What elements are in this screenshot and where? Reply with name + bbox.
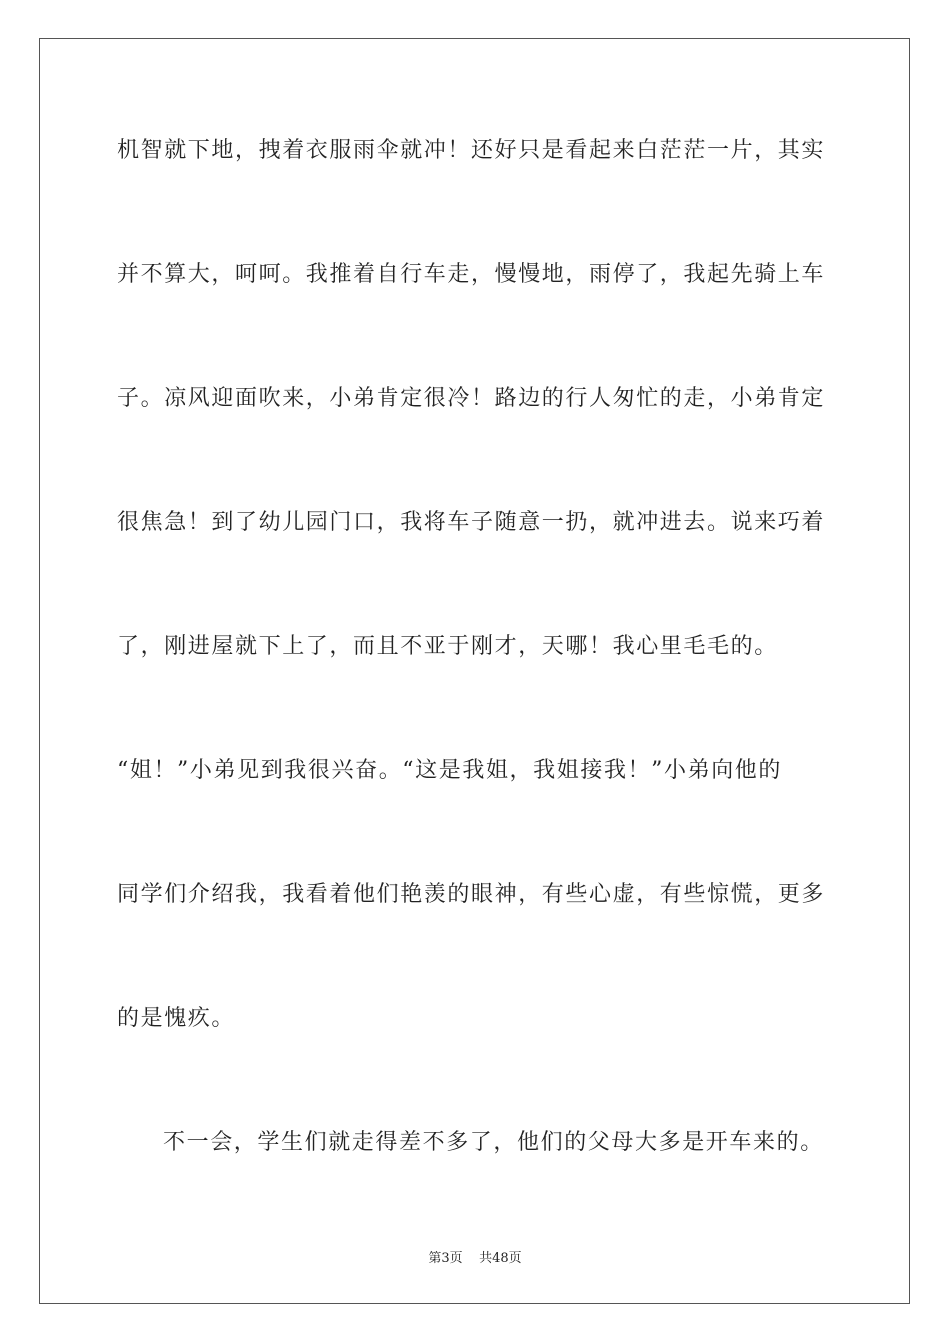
paragraph-line-7: 同学们介绍我，我看着他们艳羡的眼神，有些心虚，有些惊慌，更多 xyxy=(117,882,826,907)
paragraph-line-9: 不一会，学生们就走得差不多了，他们的父母大多是开车来的。 xyxy=(163,1130,824,1155)
paragraph-line-6: “姐！”小弟见到我很兴奋。“这是我姐，我姐接我！”小弟向他的 xyxy=(117,758,782,783)
paragraph-line-5: 了，刚进屋就下上了，而且不亚于刚才，天哪！我心里毛毛的。 xyxy=(117,634,778,659)
paragraph-line-4: 很焦急！到了幼儿园门口，我将车子随意一扔，就冲进去。说来巧着 xyxy=(117,510,826,535)
paragraph-line-3: 子。凉风迎面吹来，小弟肯定很冷！路边的行人匆忙的走，小弟肯定 xyxy=(117,386,826,411)
page-number: 第3页 xyxy=(428,1251,463,1266)
page-total: 共48页 xyxy=(479,1251,522,1266)
paragraph-line-2: 并不算大，呵呵。我推着自行车走，慢慢地，雨停了，我起先骑上车 xyxy=(117,262,826,287)
paragraph-line-1: 机智就下地，拽着衣服雨伞就冲！还好只是看起来白茫茫一片，其实 xyxy=(117,138,826,163)
page-footer xyxy=(0,1247,950,1266)
paragraph-line-8: 的是愧疚。 xyxy=(117,1006,236,1031)
page-border xyxy=(39,38,910,1304)
